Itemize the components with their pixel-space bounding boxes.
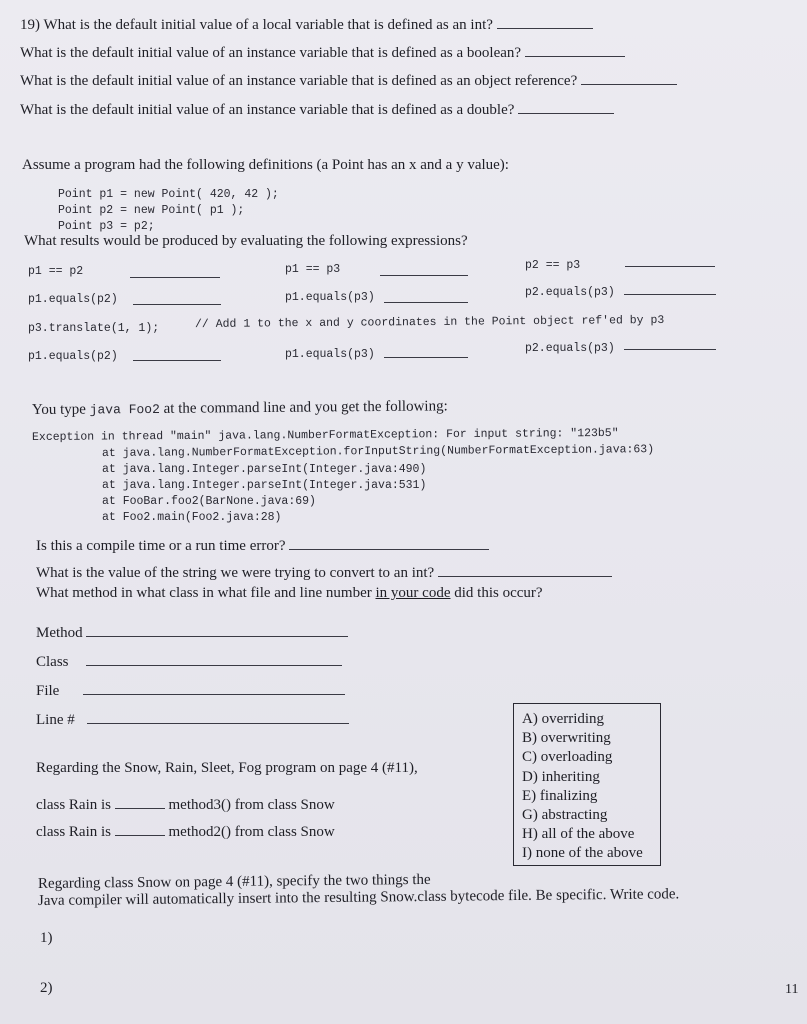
choice-e: E) finalizing bbox=[522, 787, 598, 804]
q-string-value bbox=[36, 562, 612, 582]
answer-blank[interactable] bbox=[497, 14, 593, 29]
choice-h: H) all of the above bbox=[522, 826, 635, 843]
snow-line-2-pre: class Rain is bbox=[36, 824, 111, 840]
point-def-2: Point p2 = new Point( p1 ); bbox=[58, 204, 245, 217]
expr-p2-equals-p3-after: p2.equals(p3) bbox=[525, 342, 615, 355]
q-compile-text: Is this a compile time or a run time error? bbox=[36, 538, 286, 554]
answer-blank[interactable] bbox=[83, 680, 345, 695]
snow-line-2 bbox=[36, 821, 335, 841]
translate-call: p3.translate(1, 1); bbox=[28, 322, 160, 335]
answer-blank[interactable] bbox=[133, 290, 221, 305]
field-file bbox=[36, 680, 345, 700]
field-class bbox=[36, 651, 342, 671]
field-file-label: File bbox=[36, 683, 60, 699]
field-line bbox=[36, 709, 349, 729]
q19-line-3 bbox=[20, 70, 677, 90]
bytecode-item-1: 1) bbox=[40, 930, 53, 946]
snow-heading: Regarding the Snow, Rain, Sleet, Fog program on page 4 (#11), bbox=[36, 760, 418, 776]
q19-text-1: 19) What is the default initial value of a local variable that is defined as an int? bbox=[20, 17, 493, 33]
field-method-label: Method bbox=[36, 625, 83, 641]
expr-p1-equals-p3-after: p1.equals(p3) bbox=[285, 348, 375, 361]
answer-blank[interactable] bbox=[525, 42, 625, 57]
exception-intro-command: java Foo2 bbox=[89, 401, 160, 418]
stack-trace-line-6: at Foo2.main(Foo2.java:28) bbox=[102, 511, 282, 524]
expr-p1-eq-p3: p1 == p3 bbox=[285, 263, 341, 276]
answer-blank[interactable] bbox=[581, 70, 677, 85]
q19-text-4: What is the default initial value of an instance variable that is defined as a double? bbox=[20, 102, 515, 118]
choice-a: A) overriding bbox=[522, 711, 605, 727]
q-method-location bbox=[36, 585, 543, 602]
exception-intro-pre: You type bbox=[31, 401, 86, 418]
q-string-value-text: What is the value of the string we were trying to convert to an int? bbox=[36, 565, 435, 581]
answer-blank[interactable] bbox=[624, 335, 716, 350]
points-question: What results would be produced by evaluating the following expressions? bbox=[24, 233, 468, 249]
q-compile-or-runtime bbox=[36, 535, 489, 555]
expr-p2-equals-p3: p2.equals(p3) bbox=[525, 286, 615, 299]
answer-blank[interactable] bbox=[624, 280, 716, 295]
answer-blank[interactable] bbox=[438, 562, 612, 577]
expr-p1-eq-p2: p1 == p2 bbox=[28, 265, 84, 278]
answer-blank[interactable] bbox=[115, 821, 165, 836]
q19-text-2: What is the default initial value of an instance variable that is defined as a boolean? bbox=[20, 45, 522, 61]
q-method-post: did this occur? bbox=[454, 585, 543, 601]
stack-trace-line-4: at java.lang.Integer.parseInt(Integer.java:531) bbox=[102, 479, 427, 492]
exception-intro bbox=[32, 398, 448, 419]
snow-line-1-pre: class Rain is bbox=[36, 797, 111, 813]
expr-p1-equals-p3: p1.equals(p3) bbox=[285, 291, 375, 304]
expr-p1-equals-p2: p1.equals(p2) bbox=[28, 293, 118, 306]
answer-blank[interactable] bbox=[87, 709, 349, 724]
snow-line-1 bbox=[36, 794, 335, 814]
answer-blank[interactable] bbox=[86, 622, 348, 637]
stack-trace-line-1: Exception in thread "main" java.lang.NumberFormatException: For input string: "123b5" bbox=[31, 426, 619, 444]
q-method-emphasis: in your code bbox=[375, 585, 451, 601]
bytecode-line-1: Regarding class Snow on page 4 (#11), specify the two things the bbox=[37, 871, 431, 892]
answer-blank[interactable] bbox=[133, 346, 221, 361]
answer-blank[interactable] bbox=[289, 535, 489, 550]
answer-blank[interactable] bbox=[625, 252, 715, 267]
snow-line-2-post: method2() from class Snow bbox=[168, 824, 335, 840]
stack-trace-line-5: at FooBar.foo2(BarNone.java:69) bbox=[102, 495, 316, 508]
q19-line-4 bbox=[20, 99, 614, 119]
bytecode-line-2: Java compiler will automatically insert into the resulting Snow.class bytecode file. Be specific. Write code. bbox=[37, 886, 680, 909]
choice-i: I) none of the above bbox=[522, 845, 643, 862]
stack-trace-line-3: at java.lang.Integer.parseInt(Integer.java:490) bbox=[102, 463, 427, 476]
answer-blank[interactable] bbox=[384, 288, 468, 303]
field-method bbox=[36, 622, 348, 642]
q19-line-1 bbox=[20, 14, 593, 34]
choice-b: B) overwriting bbox=[522, 730, 611, 747]
q-method-pre: What method in what class in what file and line number bbox=[36, 585, 372, 601]
stack-trace-line-2: at java.lang.NumberFormatException.forInputString(NumberFormatException.java:63) bbox=[101, 443, 655, 460]
field-class-label: Class bbox=[36, 654, 69, 670]
page-number: 11 bbox=[785, 982, 799, 997]
answer-blank[interactable] bbox=[518, 99, 614, 114]
answer-choices-box bbox=[513, 703, 661, 866]
points-intro: Assume a program had the following definitions (a Point has an x and a y value): bbox=[22, 157, 509, 173]
bytecode-item-2: 2) bbox=[40, 980, 53, 996]
field-line-label: Line # bbox=[36, 712, 75, 728]
expr-p2-eq-p3: p2 == p3 bbox=[525, 259, 581, 272]
answer-blank[interactable] bbox=[384, 343, 468, 358]
choice-c: C) overloading bbox=[522, 749, 613, 766]
point-def-1: Point p1 = new Point( 420, 42 ); bbox=[58, 188, 279, 201]
answer-blank[interactable] bbox=[86, 651, 342, 666]
answer-blank[interactable] bbox=[130, 263, 220, 278]
translate-comment: // Add 1 to the x and y coordinates in the Point object ref'ed by p3 bbox=[194, 313, 665, 331]
point-def-3: Point p3 = p2; bbox=[58, 220, 155, 233]
snow-line-1-post: method3() from class Snow bbox=[168, 797, 335, 813]
choice-g: G) abstracting bbox=[522, 807, 608, 824]
q19-line-2 bbox=[20, 42, 625, 62]
expr-p1-equals-p2-after: p1.equals(p2) bbox=[28, 350, 118, 363]
answer-blank[interactable] bbox=[115, 794, 165, 809]
q19-text-3: What is the default initial value of an instance variable that is defined as an object reference? bbox=[20, 73, 578, 89]
answer-blank[interactable] bbox=[380, 261, 468, 276]
exception-intro-post: at the command line and you get the following: bbox=[163, 398, 448, 417]
choice-d: D) inheriting bbox=[522, 768, 600, 785]
